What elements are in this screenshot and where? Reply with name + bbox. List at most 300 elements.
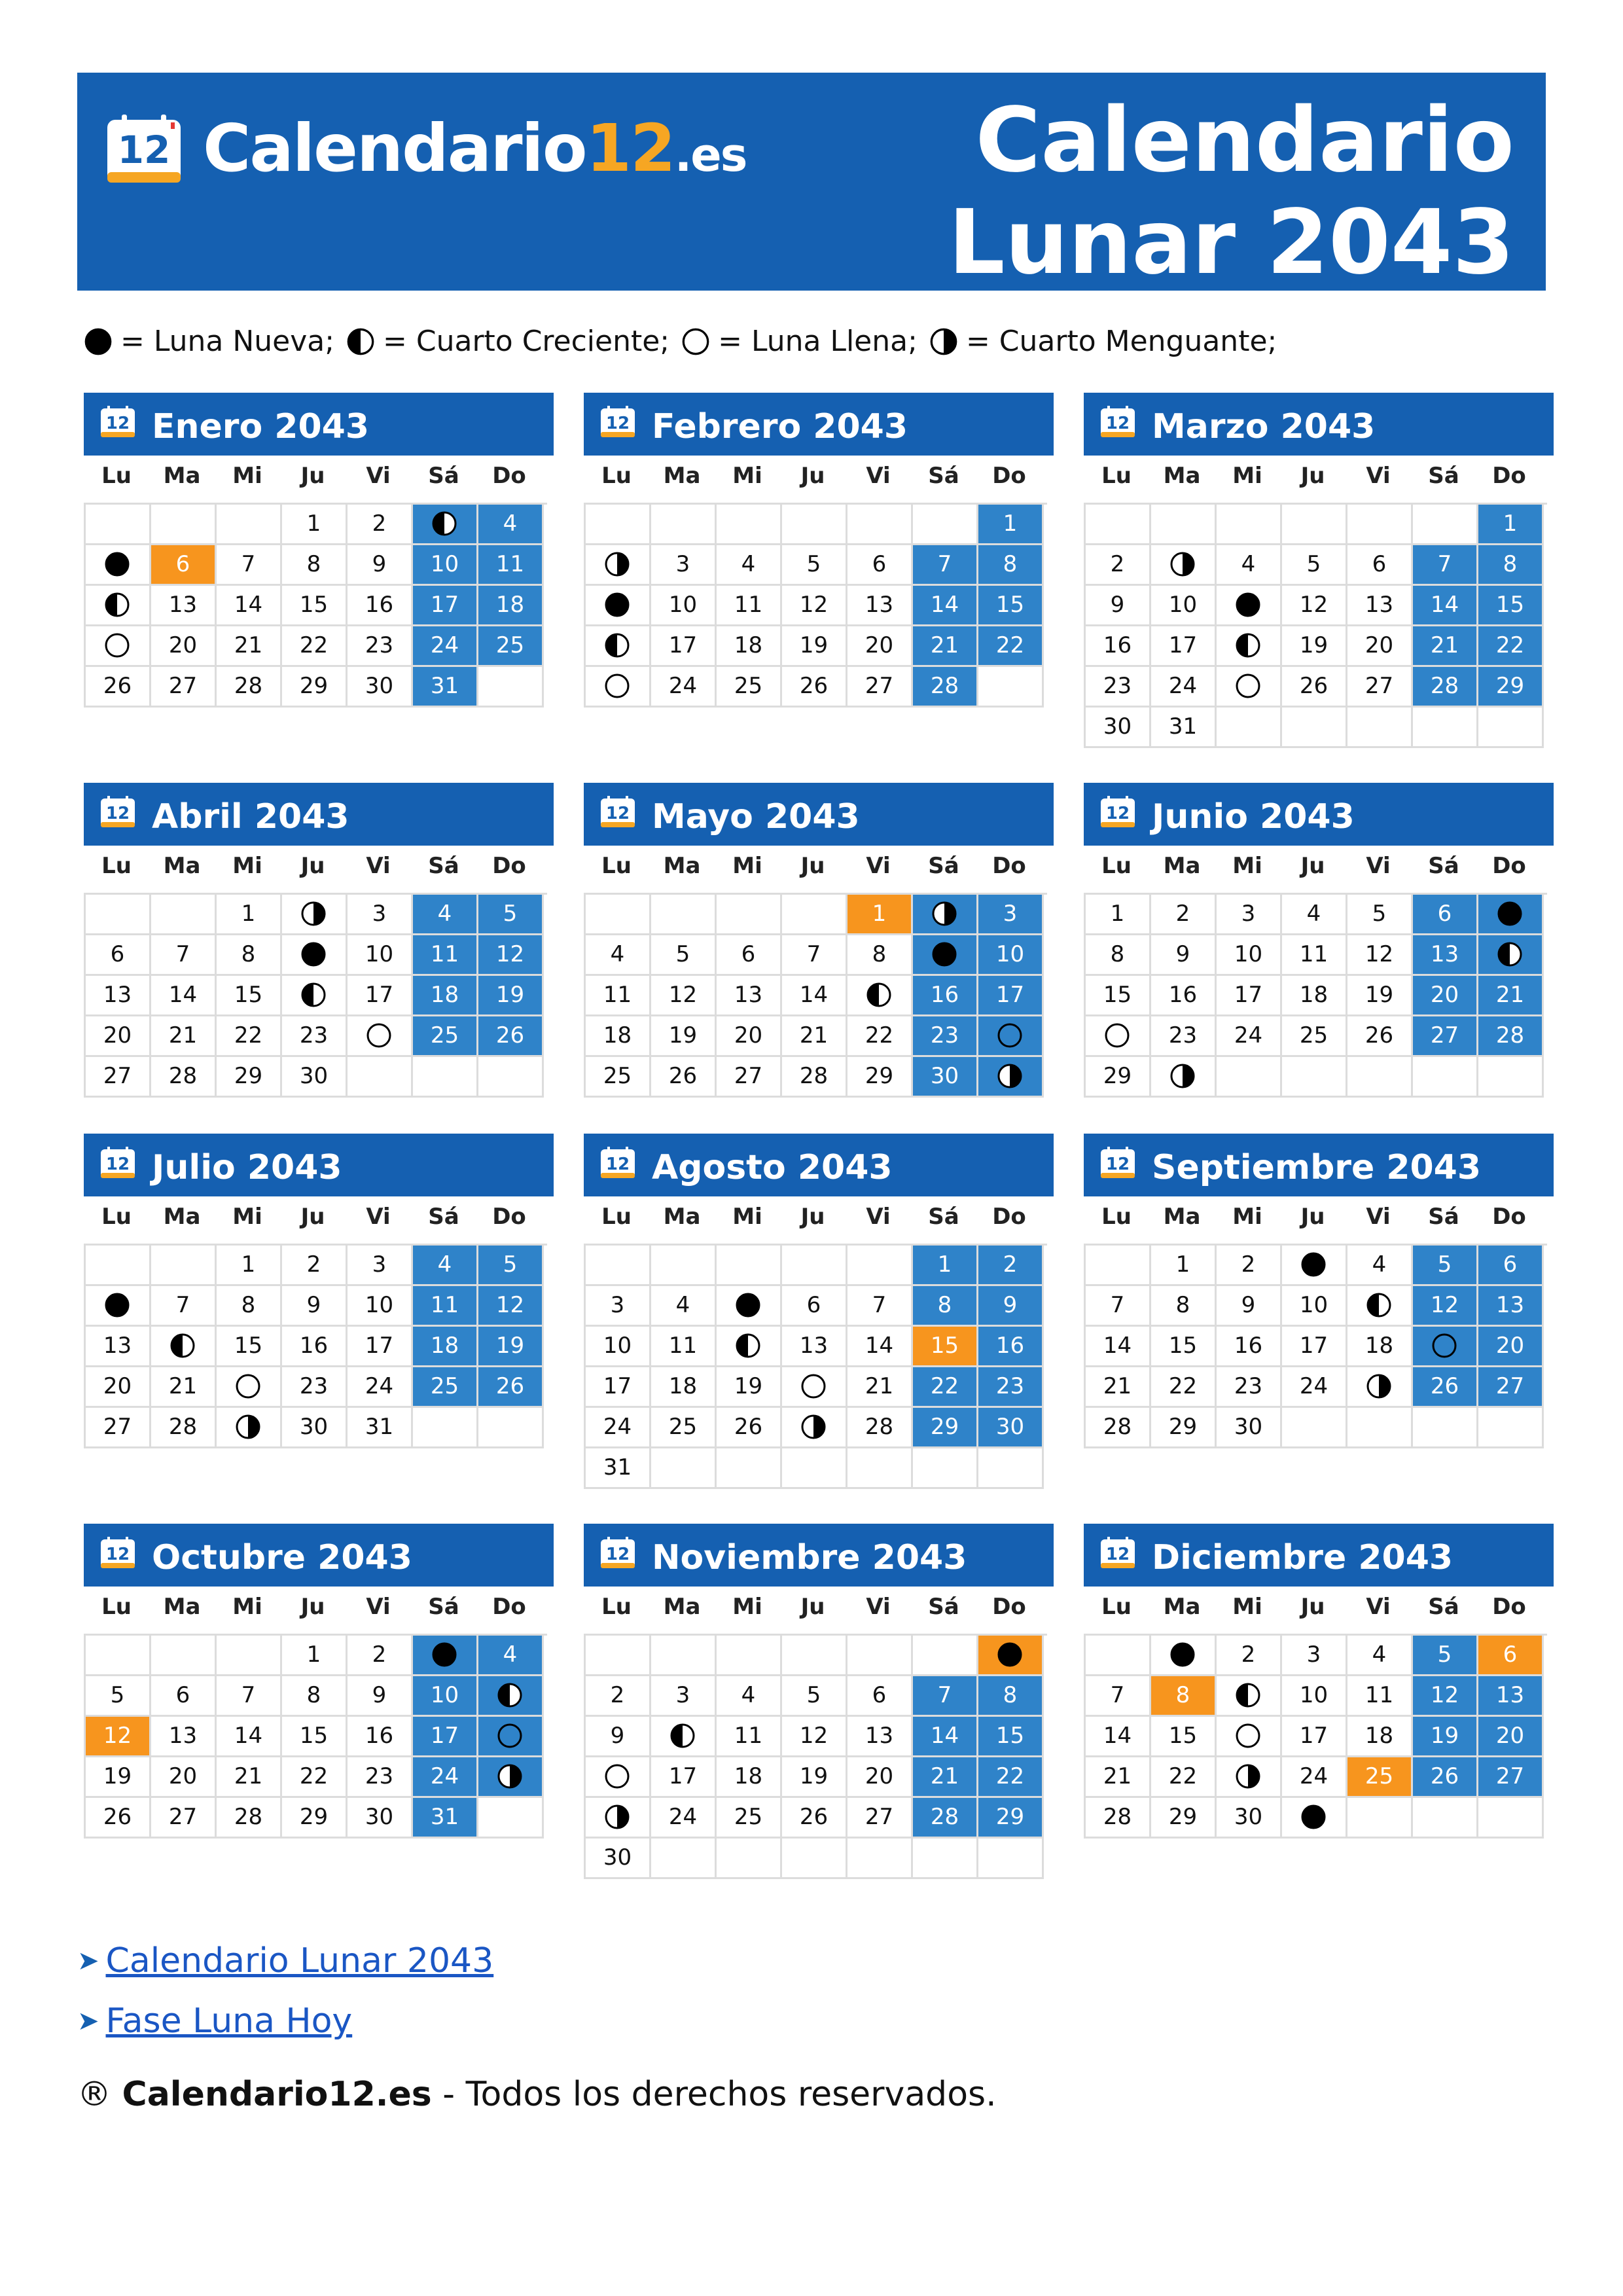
day-cell: 7 bbox=[913, 1676, 978, 1717]
day-cell: 20 bbox=[86, 1016, 151, 1057]
empty-cell bbox=[151, 1636, 217, 1676]
empty-cell bbox=[1217, 505, 1282, 545]
day-cell: 26 bbox=[651, 1057, 717, 1098]
svg-text:12: 12 bbox=[105, 1545, 130, 1564]
day-cell: 15 bbox=[1151, 1717, 1217, 1757]
day-cell: 18 bbox=[478, 586, 544, 626]
month-title: Agosto 2043 bbox=[652, 1148, 893, 1187]
weekday-label: Sá bbox=[428, 853, 459, 879]
day-cell: 14 bbox=[782, 976, 847, 1016]
day-cell: 17 bbox=[348, 976, 413, 1016]
day-cell: 23 bbox=[1086, 667, 1151, 708]
day-cell bbox=[348, 1016, 413, 1057]
link-fase-luna-hoy[interactable]: Fase Luna Hoy bbox=[105, 2001, 353, 2041]
day-cell: 20 bbox=[1478, 1717, 1544, 1757]
weekday-header bbox=[584, 456, 1054, 496]
week-row bbox=[86, 1757, 547, 1798]
empty-cell bbox=[978, 1839, 1044, 1879]
day-cell: 29 bbox=[282, 667, 348, 708]
moon-first-icon bbox=[431, 511, 457, 537]
weekday-label: Mi bbox=[1232, 853, 1262, 879]
moon-last-icon bbox=[800, 1414, 827, 1440]
day-cell: 17 bbox=[586, 1367, 651, 1408]
week-row bbox=[86, 626, 547, 667]
weekday-label: Sá bbox=[928, 463, 959, 489]
weekday-label: Ma bbox=[1163, 1594, 1201, 1620]
day-cell: 17 bbox=[651, 626, 717, 667]
day-cell: 27 bbox=[1478, 1757, 1544, 1798]
day-cell: 22 bbox=[282, 626, 348, 667]
day-cell: 7 bbox=[217, 545, 282, 586]
day-cell: 12 bbox=[1413, 1286, 1478, 1327]
moon-new-icon bbox=[104, 551, 130, 577]
day-cell: 20 bbox=[1347, 626, 1413, 667]
day-cell: 4 bbox=[1347, 1636, 1413, 1676]
week-row bbox=[1086, 1636, 1547, 1676]
day-cell: 10 bbox=[413, 545, 478, 586]
week-row bbox=[586, 1327, 1047, 1367]
day-cell: 25 bbox=[717, 1798, 782, 1839]
moon-full-icon bbox=[235, 1373, 261, 1399]
week-row bbox=[86, 976, 547, 1016]
month-title: Noviembre 2043 bbox=[652, 1538, 967, 1577]
day-grid bbox=[84, 893, 547, 1098]
moon-first-icon bbox=[346, 327, 375, 356]
logo-name: Calendario bbox=[203, 110, 586, 187]
day-cell: 30 bbox=[348, 1798, 413, 1839]
day-cell: 6 bbox=[86, 935, 151, 976]
day-cell: 17 bbox=[413, 1717, 478, 1757]
weekday-label: Do bbox=[1492, 463, 1526, 489]
day-cell: 19 bbox=[478, 1327, 544, 1367]
page-header bbox=[77, 73, 1546, 295]
week-row bbox=[586, 626, 1047, 667]
weekday-header bbox=[1084, 456, 1554, 496]
day-cell: 27 bbox=[86, 1057, 151, 1098]
day-cell: 5 bbox=[478, 1246, 544, 1286]
legend-label: = Luna Llena; bbox=[718, 325, 918, 358]
moon-last-icon bbox=[300, 901, 327, 927]
footer-brand: Calendario12.es bbox=[122, 2075, 432, 2114]
day-cell: 25 bbox=[717, 667, 782, 708]
day-grid bbox=[584, 1244, 1047, 1489]
month-title: Julio 2043 bbox=[152, 1148, 342, 1187]
day-cell: 8 bbox=[217, 935, 282, 976]
day-cell: 26 bbox=[478, 1016, 544, 1057]
day-cell: 5 bbox=[1282, 545, 1347, 586]
day-cell: 25 bbox=[413, 1367, 478, 1408]
link-calendario-lunar[interactable]: Calendario Lunar 2043 bbox=[105, 1941, 494, 1981]
day-cell: 2 bbox=[1151, 895, 1217, 935]
moon-full-icon bbox=[604, 673, 630, 699]
weekday-label: Ju bbox=[800, 1594, 825, 1620]
weekday-label: Ma bbox=[1163, 463, 1201, 489]
day-cell: 9 bbox=[348, 545, 413, 586]
moon-first-icon bbox=[169, 1333, 196, 1359]
week-row bbox=[1086, 586, 1547, 626]
empty-cell bbox=[586, 505, 651, 545]
week-row bbox=[1086, 1408, 1547, 1448]
weekday-label: Ma bbox=[1163, 853, 1201, 879]
day-cell: 20 bbox=[717, 1016, 782, 1057]
empty-cell bbox=[413, 1408, 478, 1448]
day-cell: 27 bbox=[1478, 1367, 1544, 1408]
moon-full-icon bbox=[800, 1373, 827, 1399]
day-cell: 2 bbox=[978, 1246, 1044, 1286]
day-cell: 5 bbox=[86, 1676, 151, 1717]
day-cell: 22 bbox=[282, 1757, 348, 1798]
day-cell: 19 bbox=[717, 1367, 782, 1408]
empty-cell bbox=[913, 1839, 978, 1879]
week-row bbox=[1086, 1717, 1547, 1757]
weekday-label: Ma bbox=[163, 463, 201, 489]
day-cell: 19 bbox=[782, 626, 847, 667]
day-cell bbox=[217, 1408, 282, 1448]
month-title: Junio 2043 bbox=[1152, 797, 1355, 836]
day-cell: 20 bbox=[86, 1367, 151, 1408]
moon-last-icon bbox=[1366, 1373, 1392, 1399]
day-cell: 29 bbox=[217, 1057, 282, 1098]
moon-first-icon bbox=[1235, 632, 1261, 658]
empty-cell bbox=[782, 1246, 847, 1286]
moon-first-icon bbox=[1497, 941, 1523, 967]
day-cell: 26 bbox=[478, 1367, 544, 1408]
empty-cell bbox=[1413, 1798, 1478, 1839]
day-cell: 1 bbox=[847, 895, 913, 935]
empty-cell bbox=[782, 1636, 847, 1676]
footer bbox=[77, 2075, 997, 2114]
week-row bbox=[86, 1717, 547, 1757]
day-cell: 12 bbox=[782, 1717, 847, 1757]
empty-cell bbox=[913, 505, 978, 545]
day-cell bbox=[586, 667, 651, 708]
day-cell: 18 bbox=[1347, 1717, 1413, 1757]
day-cell: 6 bbox=[847, 545, 913, 586]
month-calendar bbox=[1084, 1134, 1554, 1448]
moon-new-icon bbox=[1497, 901, 1523, 927]
week-row bbox=[86, 1676, 547, 1717]
week-row bbox=[586, 1798, 1047, 1839]
week-row bbox=[586, 1016, 1047, 1057]
month-calendar bbox=[584, 783, 1054, 1098]
day-cell: 22 bbox=[978, 626, 1044, 667]
empty-cell bbox=[717, 895, 782, 935]
day-cell: 1 bbox=[282, 1636, 348, 1676]
day-cell: 24 bbox=[1217, 1016, 1282, 1057]
day-cell: 23 bbox=[1217, 1367, 1282, 1408]
day-cell: 3 bbox=[651, 1676, 717, 1717]
day-cell: 12 bbox=[782, 586, 847, 626]
weekday-label: Do bbox=[1492, 1594, 1526, 1620]
day-cell: 2 bbox=[348, 505, 413, 545]
empty-cell bbox=[1217, 708, 1282, 748]
day-cell: 29 bbox=[978, 1798, 1044, 1839]
day-cell: 25 bbox=[1282, 1016, 1347, 1057]
weekday-label: Ju bbox=[300, 463, 325, 489]
day-cell: 31 bbox=[1151, 708, 1217, 748]
day-cell: 27 bbox=[151, 1798, 217, 1839]
moon-new-icon bbox=[931, 941, 957, 967]
day-cell: 3 bbox=[651, 545, 717, 586]
day-cell: 19 bbox=[1282, 626, 1347, 667]
day-cell: 16 bbox=[348, 586, 413, 626]
week-row bbox=[1086, 935, 1547, 976]
day-cell: 3 bbox=[978, 895, 1044, 935]
day-cell: 21 bbox=[217, 626, 282, 667]
day-cell bbox=[86, 626, 151, 667]
legend-item-first bbox=[346, 322, 675, 361]
day-cell: 11 bbox=[1347, 1676, 1413, 1717]
day-cell bbox=[717, 1286, 782, 1327]
day-cell: 25 bbox=[1347, 1757, 1413, 1798]
day-cell: 1 bbox=[913, 1246, 978, 1286]
week-row bbox=[1086, 708, 1547, 748]
day-cell bbox=[1413, 1327, 1478, 1367]
day-cell: 24 bbox=[651, 667, 717, 708]
month-title: Marzo 2043 bbox=[1152, 407, 1376, 446]
day-cell: 26 bbox=[717, 1408, 782, 1448]
day-cell: 13 bbox=[847, 1717, 913, 1757]
weekday-label: Mi bbox=[1232, 463, 1262, 489]
month-header bbox=[84, 1134, 554, 1196]
day-cell: 15 bbox=[1151, 1327, 1217, 1367]
empty-cell bbox=[913, 1448, 978, 1489]
empty-cell bbox=[151, 895, 217, 935]
calendar-icon bbox=[599, 406, 636, 439]
weekday-label: Vi bbox=[1366, 853, 1391, 879]
empty-cell bbox=[1282, 708, 1347, 748]
week-row bbox=[586, 586, 1047, 626]
day-cell: 14 bbox=[1086, 1327, 1151, 1367]
week-row bbox=[586, 505, 1047, 545]
day-cell: 8 bbox=[978, 1676, 1044, 1717]
day-cell: 15 bbox=[217, 1327, 282, 1367]
moon-full-icon bbox=[1235, 1723, 1261, 1749]
day-cell: 28 bbox=[913, 1798, 978, 1839]
link-item-lunar bbox=[77, 1931, 493, 1991]
day-cell: 29 bbox=[847, 1057, 913, 1098]
weekday-header bbox=[84, 456, 554, 496]
empty-cell bbox=[978, 667, 1044, 708]
legend-label: = Cuarto Creciente; bbox=[383, 325, 670, 358]
day-grid bbox=[84, 1634, 547, 1839]
week-row bbox=[1086, 626, 1547, 667]
day-cell: 2 bbox=[282, 1246, 348, 1286]
day-cell: 13 bbox=[1347, 586, 1413, 626]
day-cell: 6 bbox=[717, 935, 782, 976]
day-cell: 30 bbox=[586, 1839, 651, 1879]
month-calendar bbox=[584, 1524, 1054, 1879]
day-cell: 4 bbox=[1282, 895, 1347, 935]
legend-label: = Cuarto Menguante; bbox=[965, 325, 1277, 358]
day-cell: 10 bbox=[413, 1676, 478, 1717]
weekday-label: Mi bbox=[732, 853, 762, 879]
day-cell: 5 bbox=[478, 895, 544, 935]
day-cell: 27 bbox=[151, 667, 217, 708]
day-cell: 17 bbox=[651, 1757, 717, 1798]
day-cell: 8 bbox=[217, 1286, 282, 1327]
day-cell: 17 bbox=[978, 976, 1044, 1016]
day-cell: 30 bbox=[282, 1057, 348, 1098]
weekday-label: Lu bbox=[601, 463, 632, 489]
empty-cell bbox=[86, 1636, 151, 1676]
week-row bbox=[586, 1246, 1047, 1286]
day-cell: 2 bbox=[348, 1636, 413, 1676]
empty-cell bbox=[478, 1057, 544, 1098]
day-cell bbox=[282, 895, 348, 935]
day-cell: 23 bbox=[282, 1367, 348, 1408]
day-cell: 11 bbox=[586, 976, 651, 1016]
moon-full-icon bbox=[681, 327, 710, 356]
moon-full-icon bbox=[997, 1022, 1023, 1049]
empty-cell bbox=[1347, 1057, 1413, 1098]
week-row bbox=[586, 895, 1047, 935]
weekday-label: Lu bbox=[1101, 853, 1132, 879]
month-calendar bbox=[1084, 1524, 1554, 1839]
empty-cell bbox=[1282, 505, 1347, 545]
day-cell bbox=[1217, 1757, 1282, 1798]
day-cell: 7 bbox=[151, 1286, 217, 1327]
day-cell: 22 bbox=[913, 1367, 978, 1408]
day-cell: 14 bbox=[217, 586, 282, 626]
weekday-label: Vi bbox=[366, 1204, 391, 1230]
weekday-label: Vi bbox=[866, 1594, 891, 1620]
day-cell bbox=[217, 1367, 282, 1408]
day-cell bbox=[1347, 1367, 1413, 1408]
day-cell: 10 bbox=[1217, 935, 1282, 976]
day-cell: 20 bbox=[151, 626, 217, 667]
day-cell bbox=[86, 586, 151, 626]
day-cell: 13 bbox=[151, 1717, 217, 1757]
day-cell: 10 bbox=[651, 586, 717, 626]
day-cell: 14 bbox=[913, 586, 978, 626]
day-cell bbox=[413, 1636, 478, 1676]
empty-cell bbox=[1347, 1798, 1413, 1839]
day-cell: 21 bbox=[1413, 626, 1478, 667]
day-cell: 30 bbox=[978, 1408, 1044, 1448]
weekday-label: Sá bbox=[428, 1204, 459, 1230]
week-row bbox=[86, 1246, 547, 1286]
empty-cell bbox=[1086, 1636, 1151, 1676]
empty-cell bbox=[717, 505, 782, 545]
day-cell: 1 bbox=[217, 1246, 282, 1286]
weekday-header bbox=[1084, 1196, 1554, 1237]
moon-first-icon bbox=[497, 1682, 523, 1708]
day-cell bbox=[86, 1286, 151, 1327]
weekday-label: Ju bbox=[800, 853, 825, 879]
day-cell: 14 bbox=[217, 1717, 282, 1757]
empty-cell bbox=[413, 1057, 478, 1098]
day-cell: 3 bbox=[1217, 895, 1282, 935]
weekday-label: Ju bbox=[1300, 463, 1325, 489]
week-row bbox=[586, 976, 1047, 1016]
week-row bbox=[86, 1016, 547, 1057]
month-header bbox=[1084, 1524, 1554, 1587]
day-grid bbox=[584, 1634, 1047, 1879]
week-row bbox=[1086, 1676, 1547, 1717]
day-cell: 30 bbox=[282, 1408, 348, 1448]
week-row bbox=[86, 1286, 547, 1327]
empty-cell bbox=[1347, 505, 1413, 545]
day-cell: 9 bbox=[1151, 935, 1217, 976]
day-cell: 23 bbox=[348, 626, 413, 667]
empty-cell bbox=[217, 1636, 282, 1676]
empty-cell bbox=[847, 505, 913, 545]
month-header bbox=[84, 393, 554, 456]
day-cell bbox=[651, 1717, 717, 1757]
weekday-label: Mi bbox=[1232, 1594, 1262, 1620]
legend-item-full bbox=[681, 322, 923, 361]
weekday-label: Vi bbox=[866, 1204, 891, 1230]
weekday-header bbox=[84, 1587, 554, 1627]
day-cell: 5 bbox=[1413, 1246, 1478, 1286]
week-row bbox=[86, 935, 547, 976]
day-cell: 4 bbox=[651, 1286, 717, 1327]
day-cell bbox=[586, 1798, 651, 1839]
moon-last-icon bbox=[1169, 551, 1196, 577]
svg-text:12: 12 bbox=[1105, 804, 1130, 823]
empty-cell bbox=[782, 895, 847, 935]
day-cell: 28 bbox=[1478, 1016, 1544, 1057]
day-cell bbox=[1151, 545, 1217, 586]
weekday-label: Mi bbox=[732, 1594, 762, 1620]
weekday-label: Lu bbox=[601, 1594, 632, 1620]
empty-cell bbox=[1478, 1408, 1544, 1448]
day-cell: 18 bbox=[717, 1757, 782, 1798]
month-header bbox=[1084, 783, 1554, 846]
weekday-label: Lu bbox=[101, 853, 132, 879]
moon-new-icon bbox=[997, 1641, 1023, 1668]
weekday-label: Ju bbox=[800, 1204, 825, 1230]
empty-cell bbox=[1151, 505, 1217, 545]
link-item-fase bbox=[77, 1991, 493, 2051]
month-title: Octubre 2043 bbox=[152, 1538, 412, 1577]
day-cell bbox=[1151, 1057, 1217, 1098]
weekday-label: Vi bbox=[366, 853, 391, 879]
weekday-label: Ma bbox=[663, 1594, 701, 1620]
day-cell: 17 bbox=[1282, 1717, 1347, 1757]
page-title-line-1: Calendario bbox=[975, 89, 1514, 192]
empty-cell bbox=[847, 1636, 913, 1676]
day-cell: 19 bbox=[1347, 976, 1413, 1016]
day-grid bbox=[1084, 893, 1547, 1098]
day-cell: 24 bbox=[1282, 1757, 1347, 1798]
empty-cell bbox=[847, 1839, 913, 1879]
day-cell: 10 bbox=[1282, 1286, 1347, 1327]
moon-last-icon bbox=[497, 1763, 523, 1789]
day-cell: 28 bbox=[217, 1798, 282, 1839]
moon-last-icon bbox=[604, 1804, 630, 1830]
day-cell: 4 bbox=[413, 895, 478, 935]
weekday-label: Vi bbox=[1366, 1204, 1391, 1230]
day-cell: 10 bbox=[348, 935, 413, 976]
empty-cell bbox=[86, 505, 151, 545]
day-cell: 26 bbox=[1282, 667, 1347, 708]
day-cell: 8 bbox=[282, 1676, 348, 1717]
day-cell: 28 bbox=[782, 1057, 847, 1098]
moon-new-icon bbox=[604, 592, 630, 618]
legend-item-new bbox=[84, 322, 340, 361]
week-row bbox=[586, 1717, 1047, 1757]
day-cell: 16 bbox=[1086, 626, 1151, 667]
day-cell bbox=[1347, 1286, 1413, 1327]
weekday-header bbox=[584, 1196, 1054, 1237]
weekday-label: Ju bbox=[300, 1594, 325, 1620]
day-cell: 13 bbox=[86, 976, 151, 1016]
day-cell: 8 bbox=[847, 935, 913, 976]
weekday-label: Ma bbox=[163, 1204, 201, 1230]
day-cell: 14 bbox=[1086, 1717, 1151, 1757]
